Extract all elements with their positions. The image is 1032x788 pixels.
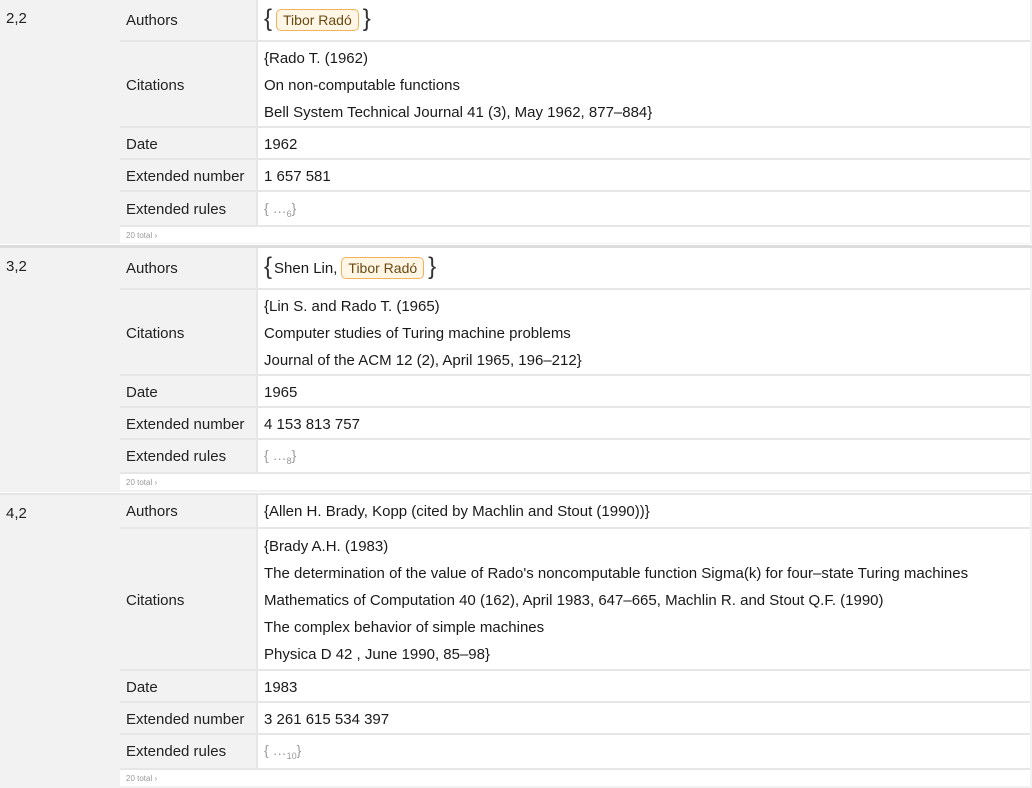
extended-rules-label: Extended rules: [120, 735, 256, 768]
date-value: 1983: [256, 671, 1030, 703]
citations-row: [120, 527, 1030, 671]
elided-rules[interactable]: { $\dots_8$}: [264, 446, 297, 466]
extended-number-row: [120, 701, 1030, 735]
extended-rules-row: [120, 733, 1030, 768]
entry-3-2: [0, 248, 1032, 492]
entry-4-2: [0, 493, 1032, 788]
citations-label: Citations: [120, 529, 256, 671]
extended-number-row: [120, 158, 1030, 192]
author-shen-lin: Shen Lin,: [274, 259, 338, 277]
extended-rules-row: [120, 190, 1030, 226]
extended-number-row: [120, 406, 1030, 440]
citation-line: Journal of the ACM 12 (2), April 1965, 196–212}: [264, 351, 582, 369]
total-link[interactable]: 20 total ›: [120, 225, 1030, 243]
extended-number-value: 3 261 615 534 397: [256, 703, 1030, 735]
date-row: [120, 669, 1030, 703]
authors-label: Authors: [120, 495, 256, 527]
citation-line: The determination of the value of Rado's noncomputable function Sigma(k) for four–state Turing machines: [264, 564, 969, 582]
extended-number-label: Extended number: [120, 408, 256, 440]
citations-row: [120, 40, 1030, 128]
entry-2-2: [0, 0, 1032, 244]
date-label: Date: [120, 376, 256, 408]
authors-label: Authors: [120, 0, 256, 40]
citation-line: {Lin S. and Rado T. (1965): [264, 297, 440, 315]
citation-line: Bell System Technical Journal 41 (3), May 1962, 877–884}: [264, 103, 653, 121]
authors-value: [256, 0, 1030, 40]
open-brace: {: [264, 253, 273, 280]
elided-rules[interactable]: { $\dots_{10}$}: [264, 742, 302, 761]
extended-number-label: Extended number: [120, 160, 256, 192]
close-brace: }: [362, 5, 371, 32]
date-value: 1962: [256, 128, 1030, 160]
citation-line: The complex behavior of simple machines: [264, 618, 545, 636]
extended-rules-value[interactable]: [256, 440, 1030, 472]
close-brace: }: [428, 253, 437, 280]
authors-row: [120, 248, 1030, 288]
date-value: 1965: [256, 376, 1030, 408]
extended-rules-row: [120, 438, 1030, 472]
date-label: Date: [120, 671, 256, 703]
extended-rules-value[interactable]: [256, 192, 1030, 226]
citations-row: [120, 288, 1030, 376]
citations-label: Citations: [120, 42, 256, 128]
citation-line: {Brady A.H. (1983): [264, 537, 389, 555]
citations-value: [256, 42, 1030, 128]
citations-label: Citations: [120, 290, 256, 376]
citation-line: On non-computable functions: [264, 76, 460, 94]
citation-line: Physica D 42 , June 1990, 85–98}: [264, 645, 490, 663]
total-link[interactable]: 20 total ›: [120, 472, 1030, 490]
citation-line: Mathematics of Computation 40 (162), April 1983, 647–665, Machlin R. and Stout Q.F. (1990): [264, 591, 884, 609]
entry-key: 4,2: [6, 505, 27, 522]
citation-line: {Rado T. (1962): [264, 49, 368, 67]
extended-number-value: 4 153 813 757: [256, 408, 1030, 440]
authors-row: [120, 0, 1030, 40]
citation-line: Computer studies of Turing machine problems: [264, 324, 571, 342]
entry-key: 2,2: [6, 10, 27, 27]
citations-value: [256, 290, 1030, 376]
total-link[interactable]: 20 total ›: [120, 768, 1030, 786]
entity-tibor-rado[interactable]: Tibor Radó: [341, 257, 424, 279]
date-row: [120, 126, 1030, 160]
elided-rules[interactable]: { $\dots_6$}: [264, 199, 297, 219]
extended-rules-label: Extended rules: [120, 440, 256, 472]
authors-row: [120, 495, 1030, 527]
entity-tibor-rado[interactable]: Tibor Radó: [276, 9, 359, 31]
date-label: Date: [120, 128, 256, 160]
extended-number-value: 1 657 581: [256, 160, 1030, 192]
extended-rules-label: Extended rules: [120, 192, 256, 226]
authors-value: {Allen H. Brady, Kopp (cited by Machlin and Stout (1990))}: [256, 495, 1030, 527]
open-brace: {: [264, 5, 273, 32]
extended-rules-value[interactable]: [256, 735, 1030, 768]
date-row: [120, 374, 1030, 408]
authors-value: [256, 248, 1030, 288]
citations-value: [256, 529, 1030, 671]
extended-number-label: Extended number: [120, 703, 256, 735]
authors-label: Authors: [120, 248, 256, 288]
entry-key: 3,2: [6, 258, 27, 275]
